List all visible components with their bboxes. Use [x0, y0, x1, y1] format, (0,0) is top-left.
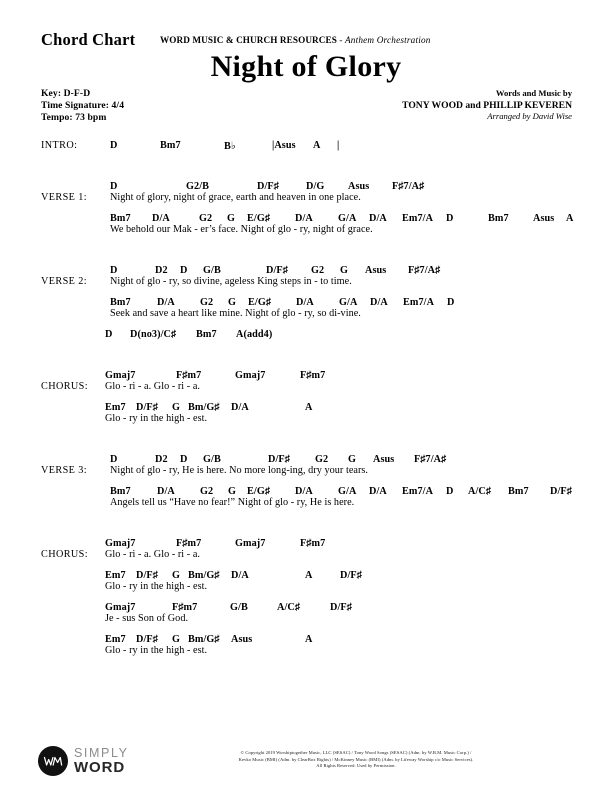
chart-type-label: Chord Chart	[41, 30, 136, 49]
chord-symbol: D2	[155, 265, 168, 276]
lyric-line: Glo - ry in the high - est.	[105, 645, 208, 656]
chord-symbol: D/F♯	[136, 570, 158, 581]
simply-word-logo	[38, 746, 129, 776]
chord-symbol: D/F♯	[136, 402, 158, 413]
chord-symbol: D/A	[369, 213, 387, 224]
lyric-line: Night of glory, night of grace, earth and heaven in one place.	[110, 192, 361, 203]
chord-symbol: G/A	[339, 297, 358, 308]
chord-symbol: |Asus	[272, 140, 296, 151]
chord-symbol: E/G♯	[248, 297, 272, 308]
page-footer	[0, 730, 612, 782]
chord-symbol: D/A	[157, 486, 175, 497]
chord-symbol: D2	[155, 454, 168, 465]
lyric-line: Glo - ry in the high - est.	[105, 581, 208, 592]
chord-symbol: D	[180, 454, 188, 465]
page-title: Night of Glory	[210, 50, 402, 83]
chord-symbol: Gmaj7	[105, 370, 136, 381]
chord-symbol: D/F♯	[268, 454, 290, 465]
chord-symbol: Em7/A	[403, 297, 435, 308]
chord-symbol: Bm7	[196, 329, 217, 340]
chord-symbol: Em7	[105, 634, 126, 645]
chord-symbol: |	[337, 140, 340, 151]
chord-symbol: Gmaj7	[235, 538, 266, 549]
chord-symbol: G2	[315, 454, 329, 465]
chord-symbol: D/F♯	[266, 265, 288, 276]
chord-symbol: G2	[311, 265, 325, 276]
chord-symbol: D/A	[296, 297, 314, 308]
lyric-line: Night of glo - ry, He is here. No more long-ing, dry your tears.	[110, 465, 369, 476]
chord-symbol: G2/B	[186, 181, 210, 192]
chord-symbol: G	[340, 265, 349, 276]
chord-symbol: G/B	[203, 265, 221, 276]
logo-text-simply: SIMPLY	[74, 745, 129, 760]
chord-symbol: F♯m7	[300, 370, 326, 381]
chord-symbol: D	[110, 265, 118, 276]
lyric-line: Seek and save a heart like mine. Night of glo - ry, so di-vine.	[110, 308, 361, 319]
chord-symbol: G2	[200, 486, 214, 497]
publisher-imprint	[160, 35, 431, 45]
chord-symbol: Bm7	[488, 213, 509, 224]
chord-symbol: D/A	[370, 297, 388, 308]
chord-symbol: A	[313, 140, 321, 151]
chord-symbol: D/A	[231, 570, 249, 581]
lyric-line: We behold our Mak - er’s face. Night of glo - ry, night of grace.	[110, 224, 373, 235]
chord-symbol: G2	[199, 213, 213, 224]
credits-block	[402, 88, 572, 123]
lyric-line: Glo - ri - a. Glo - ri - a.	[105, 549, 200, 560]
chord-symbol: D/F♯	[340, 570, 362, 581]
chord-symbol: F♯7/A♯	[392, 181, 425, 192]
chord-symbol: D	[446, 486, 454, 497]
chord-symbol: Gmaj7	[105, 538, 136, 549]
logo-wordmark	[74, 747, 129, 776]
chord-symbol: Asus	[231, 634, 253, 645]
copyright-notice	[150, 750, 562, 769]
credits-authors: TONY WOOD and PHILLIP KEVEREN	[402, 99, 572, 111]
chord-symbol: G/B	[230, 602, 248, 613]
chord-symbol: A	[305, 570, 313, 581]
chord-symbol: G/A	[338, 486, 357, 497]
chord-symbol: Gmaj7	[235, 370, 266, 381]
section-label: VERSE 1:	[41, 192, 87, 203]
chord-symbol: G/A	[338, 213, 357, 224]
chord-symbol: D/F♯	[257, 181, 279, 192]
chord-symbol: Em7	[105, 570, 126, 581]
lyric-line: Night of glo - ry, so divine, ageless King steps in - to time.	[110, 276, 352, 287]
section-label: CHORUS:	[41, 381, 88, 392]
tempo-line: Tempo: 73 bpm	[41, 111, 107, 123]
chord-symbol: A(add4)	[236, 329, 273, 340]
section-label: VERSE 3:	[41, 465, 87, 476]
chord-symbol: D	[110, 181, 118, 192]
chord-symbol: Em7	[105, 402, 126, 413]
chord-symbol: G	[228, 486, 237, 497]
chord-symbol: D/F♯	[330, 602, 352, 613]
chord-symbol: E/G♯	[247, 213, 271, 224]
credits-words-music-by: Words and Music by	[495, 88, 572, 98]
chord-symbol: F♯m7	[300, 538, 326, 549]
copyright-line-3: All Rights Reserved. Used by Permission.	[316, 762, 396, 768]
chord-symbol: E/G♯	[247, 486, 271, 497]
chord-symbol: D/A	[231, 402, 249, 413]
lyric-line: Je - sus Son of God.	[105, 613, 189, 624]
chord-symbol: G/B	[203, 454, 221, 465]
chord-symbol: D/G	[306, 181, 325, 192]
chord-symbol: A/C♯	[277, 602, 301, 613]
section-label: VERSE 2:	[41, 276, 87, 287]
chord-symbol: D/A	[295, 486, 313, 497]
chord-symbol: D	[110, 140, 118, 151]
logo-text-word: WORD	[74, 759, 126, 777]
chord-symbol: Bm7	[110, 486, 131, 497]
chord-symbol: Bm/G♯	[188, 570, 220, 581]
key-info-block	[41, 88, 124, 123]
chord-symbol: D	[110, 454, 118, 465]
chord-symbol: D/A	[295, 213, 313, 224]
copyright-line-1: © Copyright 2019 Worshiptogether Music, LLC (SESAC) / Tony Wood Songs (SESAC) (Adm. by W.B.M. Music Corp.) /	[240, 750, 472, 756]
chord-symbol: F♯7/A♯	[408, 265, 441, 276]
chord-symbol: A	[566, 213, 574, 224]
imprint-italic-text: - Anthem Orchestration	[339, 35, 431, 45]
chord-symbol: Bm/G♯	[188, 402, 220, 413]
chord-symbol: Asus	[373, 454, 395, 465]
chord-symbol: Bm7	[110, 297, 131, 308]
chord-symbol: D(no3)/C♯	[130, 329, 177, 340]
chord-symbol: F♯m7	[176, 370, 202, 381]
lyric-line: Angels tell us “Have no fear!” Night of glo - ry, He is here.	[110, 497, 355, 508]
chord-symbol: D	[105, 329, 113, 340]
wm-monogram-icon	[38, 746, 68, 776]
chord-symbol: Gmaj7	[105, 602, 136, 613]
chord-symbol: Em7/A	[402, 213, 434, 224]
chord-symbol: G	[228, 297, 237, 308]
section-label: CHORUS:	[41, 549, 88, 560]
chord-symbol: D/F♯	[550, 486, 572, 497]
key-line: Key: D-F-D	[41, 88, 91, 99]
copyright-line-2: Kevko Music (BMI) (Adm. by ClearBox Rights) / McKinney Music (BMI) (Adm. by Lifeway Worship c/o Music Services).	[238, 756, 474, 762]
chord-symbol: Asus	[348, 181, 370, 192]
section-label: INTRO:	[41, 140, 78, 151]
chord-symbol: F♯7/A♯	[414, 454, 447, 465]
chord-symbol: D/A	[152, 213, 170, 224]
chord-symbol: G	[348, 454, 357, 465]
chord-symbol: A/C♯	[468, 486, 492, 497]
chord-symbol: Asus	[533, 213, 555, 224]
chord-symbol: G2	[200, 297, 214, 308]
chord-symbol: Bm7	[110, 213, 131, 224]
chord-symbol: A	[305, 402, 313, 413]
chord-symbol: Bm/G♯	[188, 634, 220, 645]
chord-symbol: Bm7	[160, 140, 181, 151]
chord-symbol: D	[446, 213, 454, 224]
chord-symbol: D/A	[157, 297, 175, 308]
chord-symbol: G	[172, 570, 181, 581]
chord-symbol: Bm7	[508, 486, 529, 497]
chord-symbol: G	[172, 634, 181, 645]
chord-symbol: G	[172, 402, 181, 413]
time-signature-line: Time Signature: 4/4	[41, 99, 125, 111]
credits-arranger: Arranged by David Wise	[487, 111, 572, 121]
chord-symbol: B♭	[224, 141, 236, 152]
chord-symbol: D/F♯	[136, 634, 158, 645]
header-row	[0, 30, 612, 52]
chord-symbol: D/A	[369, 486, 387, 497]
chord-sections-container	[0, 140, 612, 732]
chord-symbol: F♯m7	[176, 538, 202, 549]
lyric-line: Glo - ri - a. Glo - ri - a.	[105, 381, 200, 392]
chord-symbol: A	[305, 634, 313, 645]
lyric-line: Glo - ry in the high - est.	[105, 413, 208, 424]
chord-symbol: D	[180, 265, 188, 276]
chord-symbol: G	[227, 213, 236, 224]
chord-symbol: Asus	[365, 265, 387, 276]
chord-symbol: F♯m7	[172, 602, 198, 613]
chord-symbol: D	[447, 297, 455, 308]
imprint-bold-text: WORD MUSIC & CHURCH RESOURCES	[160, 35, 337, 45]
chord-symbol: Em7/A	[402, 486, 434, 497]
